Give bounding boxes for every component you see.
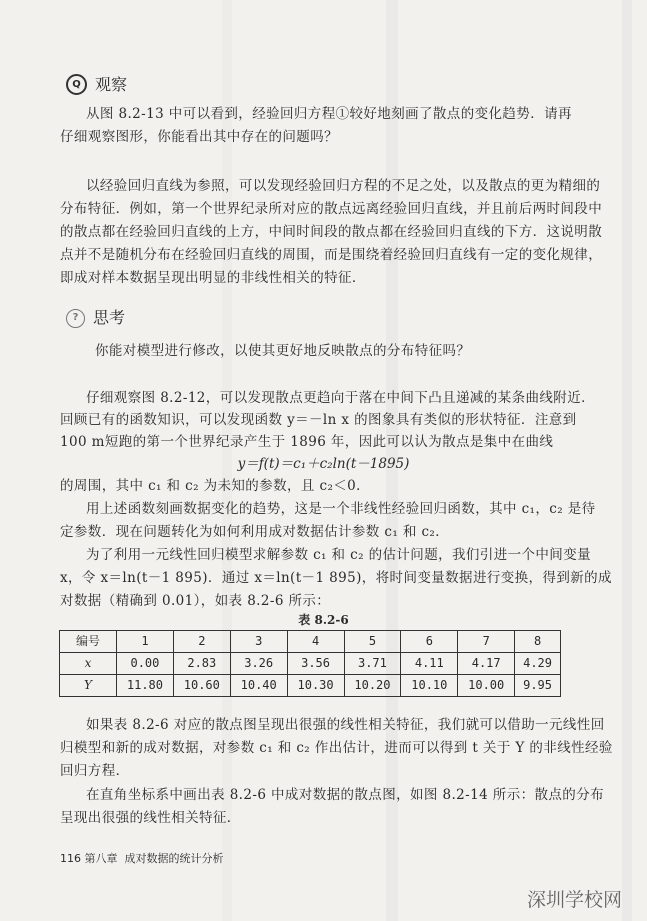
- paragraph-line: 的周围，其中 c₁ 和 c₂ 为未知的参数，且 c₂＜0．: [60, 478, 371, 494]
- table-cell: 4.11: [401, 653, 458, 675]
- table-cell: 2: [173, 631, 230, 653]
- page-number: 116: [60, 852, 81, 865]
- table-cell: 10.00: [458, 675, 515, 697]
- watermark: 深圳学校网: [527, 889, 623, 911]
- page-footer: [60, 852, 224, 866]
- table-cell: 10.40: [230, 675, 287, 697]
- paragraph-line: 呈现出很强的线性相关特征．: [60, 810, 241, 826]
- paragraph-line: 在直角坐标系中画出表 8.2-6 中成对数据的散点图，如图 8.2-14 所示：散点的分布: [86, 787, 604, 803]
- table-cell: 0.00: [117, 653, 174, 675]
- table-cell: 8: [515, 631, 561, 653]
- chapter-title: 成对数据的统计分析: [124, 852, 224, 865]
- table-cell: 11.80: [117, 675, 174, 697]
- chapter-label: 第八章: [84, 852, 118, 865]
- table-cell: 5: [344, 631, 401, 653]
- paragraph-line: 对数据（精确到 0.01），如表 8.2-6 所示：: [60, 593, 331, 609]
- paragraph-line: 以经验回归直线为参照，可以发现经验回归方程的不足之处，以及散点的更为精细的: [86, 178, 601, 194]
- formula: y＝f(t)＝c₁＋c₂ln(t－1895): [237, 456, 410, 472]
- think-question: 你能对模型进行修改，以使其更好地反映散点的分布特征吗？: [95, 343, 471, 359]
- observe-heading: [66, 74, 127, 95]
- table-cell: 3.56: [287, 653, 344, 675]
- observe-text: 仔细观察图形，你能看出其中存在的问题吗？: [60, 129, 338, 145]
- table-cell: Y: [60, 675, 117, 697]
- paragraph-line: 为了利用一元线性回归模型求解参数 c₁ 和 c₂ 的估计问题，我们引进一个中间变量: [86, 547, 592, 563]
- observe-title: 观察: [95, 74, 128, 94]
- paragraph-line: 回顾已有的函数知识，可以发现函数 y＝－ln x 的图象具有类似的形状特征．注意到: [60, 412, 577, 428]
- table-cell: 2.83: [173, 653, 230, 675]
- table-cell: 9.95: [515, 675, 561, 697]
- table-cell: 4.29: [515, 653, 561, 675]
- question-icon: ?: [66, 309, 85, 328]
- table-caption: 表 8.2-6: [298, 613, 349, 627]
- paragraph-line: 分布特征．例如，第一个世界纪录所对应的散点远离经验回归直线，并且前后两时间段中: [60, 201, 603, 217]
- think-heading: [66, 308, 125, 328]
- paragraph-line: 定参数．现在问题转化为如何利用成对数据估计参数 c₁ 和 c₂．: [60, 524, 450, 540]
- table-cell: 10.20: [344, 675, 401, 697]
- table-cell: 4: [287, 631, 344, 653]
- table-cell: 3.26: [230, 653, 287, 675]
- table-cell: 3: [230, 631, 287, 653]
- paragraph-line: 回归方程．: [60, 763, 130, 779]
- think-title: 思考: [93, 308, 126, 327]
- observe-text: 从图 8.2-13 中可以看到，经验回归方程①较好地刻画了散点的变化趋势．请再: [86, 106, 572, 122]
- table-row: [60, 653, 561, 675]
- table-cell: 3.71: [344, 653, 401, 675]
- table-cell: 7: [458, 631, 515, 653]
- paragraph-line: 用上述函数刻画数据变化的趋势，这是一个非线性经验回归函数，其中 c₁，c₂ 是待: [86, 501, 596, 517]
- paragraph-line: 的散点都在经验回归直线的上方，中间时间段的散点都在经验回归直线的下方．这说明散: [60, 224, 603, 240]
- table-row: [60, 631, 561, 653]
- table-cell: 10.10: [401, 675, 458, 697]
- paragraph-line: x，令 x＝ln(t－1 895)．通过 x＝ln(t－1 895)，将时间变量数据进行变换，得到新的成: [60, 570, 612, 586]
- paragraph-line: 即成对样本数据呈现出明显的非线性相关的特征．: [60, 270, 366, 286]
- table-cell: 1: [117, 631, 174, 653]
- paragraph-line: 如果表 8.2-6 对应的散点图呈现出很强的线性相关特征，我们就可以借助一元线性回: [86, 717, 605, 733]
- paragraph-line: 归模型和新的成对数据，对参数 c₁ 和 c₂ 作出估计，进而可以得到 t 关于 Y 的非线性经验: [60, 740, 613, 756]
- table-row: [60, 675, 561, 697]
- paragraph-line: 点并不是随机分布在经验回归直线的周围，而是围绕着经验回归直线有一定的变化规律，: [60, 247, 603, 263]
- table-cell: 4.17: [458, 653, 515, 675]
- table-cell: 编号: [60, 631, 117, 653]
- paragraph-line: 100 m短跑的第一个世界纪录产生于 1896 年，因此可以认为散点是集中在曲线: [60, 434, 554, 450]
- data-table: [59, 630, 561, 697]
- paragraph-line: 仔细观察图 8.2-12，可以发现散点更趋向于落在中间下凸且递减的某条曲线附近．: [86, 390, 595, 406]
- table-cell: 10.30: [287, 675, 344, 697]
- table-cell: 6: [401, 631, 458, 653]
- table-cell: x: [60, 653, 117, 675]
- table-cell: 10.60: [173, 675, 230, 697]
- magnifier-icon: Q: [66, 74, 87, 95]
